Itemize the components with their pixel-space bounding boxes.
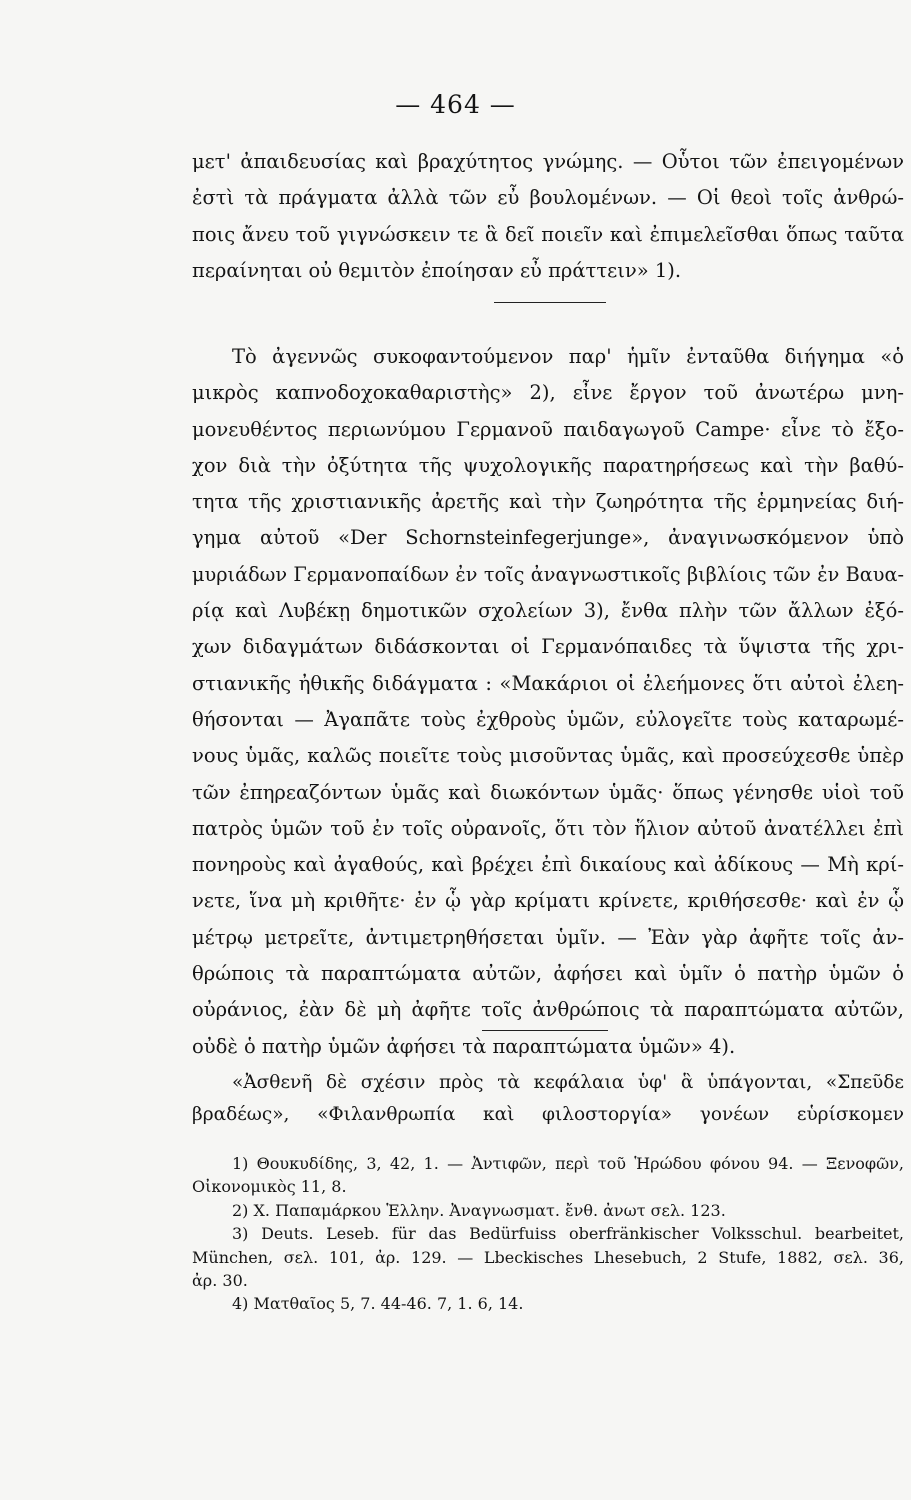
footnote-line: 3) Deuts. Leseb. für das Bedürfuiss oberfränkischer Volksschul. bearbeitet,: [232, 1224, 904, 1244]
footnote-line: 4) Ματθαῖος 5, 7. 44-46. 7, 1. 6, 14.: [232, 1294, 524, 1314]
paragraph-2: [192, 339, 904, 1065]
footnote-line: Οἰκονομικὸς 11, 8.: [192, 1177, 347, 1197]
text-line: ποις ἄνευ τοῦ γιγνώσκειν τε ἃ δεῖ ποιεῖν καὶ ἐπιμελεῖσθαι ὅπως ταῦτα: [192, 222, 904, 246]
text-line: οὐδὲ ὁ πατὴρ ὑμῶν ἀφήσει τὰ παραπτώματα ὑμῶν» 4).: [192, 1034, 736, 1058]
text-line: Τὸ ἀγεννῶς συκοφαντούμενον παρ' ἡμῖν ἐνταῦθα διήγημα «ὁ: [232, 345, 904, 368]
text-line: μέτρῳ μετρεῖτε, ἀντιμετρηθήσεται ὑμῖν. — Ἐὰν γὰρ ἀφῆτε τοῖς ἀν-: [192, 925, 904, 949]
text-line: θρώποις τὰ παραπτώματα αὐτῶν, ἀφήσει καὶ ὑμῖν ὁ πατὴρ ὑμῶν ὁ: [192, 962, 904, 986]
text-line: μονευθέντος περιωνύμου Γερμανοῦ παιδαγωγοῦ Campe· εἶνε τὸ ἔξο-: [192, 417, 904, 441]
text-line: μετ' ἀπαιδευσίας καὶ βραχύτητος γνώμης. — Οὗτοι τῶν ἐπειγομένων: [192, 150, 904, 173]
footnote-line: München, σελ. 101, ἀρ. 129. — Lbeckisches Lhesebuch, 2 Stufe, 1882, σελ. 36,: [192, 1247, 904, 1267]
footnote-line: 2) Χ. Παπαμάρκου Ἑλλην. Ἀναγνωσματ. ἔνθ. ἀνωτ σελ. 123.: [232, 1200, 726, 1220]
text-line: νους ὑμᾶς, καλῶς ποιεῖτε τοὺς μισοῦντας ὑμᾶς, καὶ προσεύχεσθε ὑπὲρ: [192, 744, 904, 768]
text-line: ρίᾳ καὶ Λυβέκῃ δημοτικῶν σχολείων 3), ἔνθα πλὴν τῶν ἄλλων ἐξό-: [192, 599, 904, 623]
paragraph-1: [192, 144, 904, 289]
paragraph-3: [192, 1067, 904, 1131]
text-line: περαίνηται οὐ θεμιτὸν ἐποίησαν εὖ πράττειν» 1).: [192, 258, 682, 282]
text-line: στιανικῆς ἠθικῆς διδάγματα : «Μακάριοι οἱ ἐλεήμονες ὅτι αὐτοὶ ἐλεη-: [192, 671, 904, 695]
section-divider: [482, 1030, 608, 1031]
text-line: οὐράνιος, ἐὰν δὲ μὴ ἀφῆτε τοῖς ἀνθρώποις τὰ παραπτώματα αὐτῶν,: [192, 998, 904, 1022]
text-line: μυριάδων Γερμανοπαίδων ἐν τοῖς ἀναγνωστικοῖς βιβλίοις τῶν ἐν Βαυα-: [192, 562, 904, 586]
text-line: χον διὰ τὴν ὀξύτητα τῆς ψυχολογικῆς παρατηρήσεως καὶ τὴν βαθύ-: [192, 453, 904, 477]
text-line: πονηροὺς καὶ ἀγαθούς, καὶ βρέχει ἐπὶ δικαίους καὶ ἀδίκους — Μὴ κρί-: [192, 853, 904, 877]
text-line: πατρὸς ὑμῶν τοῦ ἐν τοῖς οὐρανοῖς, ὅτι τὸν ἥλιον αὐτοῦ ἀνατέλλει ἐπὶ: [192, 816, 904, 840]
footnote-line: ἀρ. 30.: [192, 1270, 248, 1290]
text-line: νετε, ἵνα μὴ κριθῆτε· ἐν ᾧ γὰρ κρίματι κρίνετε, κριθήσεσθε· καὶ ἐν ᾧ: [192, 889, 904, 913]
text-line: γημα αὐτοῦ «Der Schornsteinfegerjunge», ἀναγινωσκόμενον ὑπὸ: [192, 526, 904, 550]
text-line: τητα τῆς χριστιανικῆς ἀρετῆς καὶ τὴν ζωηρότητα τῆς ἑρμηνείας διή-: [192, 490, 904, 514]
text-line: τῶν ἐπηρεαζόντων ὑμᾶς καὶ διωκόντων ὑμᾶς· ὅπως γένησθε υἱοὶ τοῦ: [192, 780, 904, 804]
text-line: χων διδαγμάτων διδάσκονται οἱ Γερμανόπαιδες τὰ ὕψιστα τῆς χρι-: [192, 635, 904, 659]
text-line: ἐστὶ τὰ πράγματα ἀλλὰ τῶν εὖ βουλομένων. — Οἱ θεοὶ τοῖς ἀνθρώ-: [192, 186, 904, 210]
text-line: μικρὸς καπνοδοχοκαθαριστὴς» 2), εἶνε ἔργον τοῦ ἀνωτέρω μνη-: [192, 381, 904, 405]
page-number: — 464 —: [395, 90, 516, 119]
section-divider: [494, 302, 606, 303]
text-line: βραδέως», «Φιλανθρωπία καὶ φιλοστοργία» γονέων εὑρίσκομεν: [192, 1104, 904, 1125]
text-line: θήσονται — Ἀγαπᾶτε τοὺς ἐχθροὺς ὑμῶν, εὐλογεῖτε τοὺς καταρωμέ-: [192, 707, 904, 731]
text-line: «Ἀσθενῆ δὲ σχέσιν πρὸς τὰ κεφάλαια ὑφ' ἃ ὑπάγονται, «Σπεῦδε: [232, 1072, 904, 1093]
footnotes: [192, 1152, 904, 1316]
footnote-line: 1) Θουκυδίδης, 3, 42, 1. — Ἀντιφῶν, περὶ τοῦ Ἡρώδου φόνου 94. — Ξενοφῶν,: [232, 1154, 904, 1173]
